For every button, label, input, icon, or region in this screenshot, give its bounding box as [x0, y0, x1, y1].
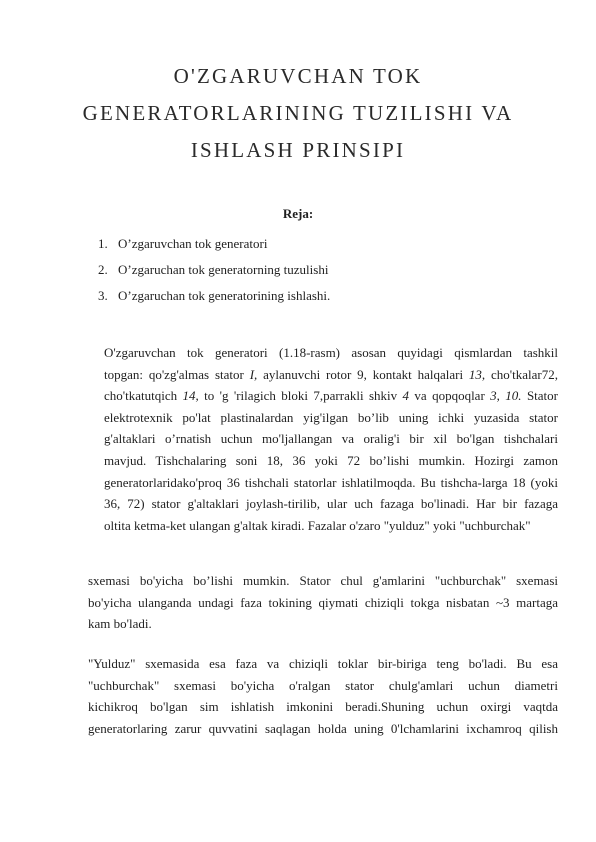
paragraph-line: g'altaklari o’rnatish uchun mo'ljallangan va oralig'i bir xil bo'lgan tishchalari [104, 431, 558, 447]
italic-ref: I, [249, 366, 258, 382]
plan-item-number: 1. [98, 236, 108, 251]
paragraph-line: "uchburchak" sxemasi bo'yicha o'ralgan stator chulg'amlari uchun diametri [88, 677, 558, 693]
paragraph-line: O'zgaruvchan tok generatori (1.18-rasm) asosan quyidagi qismlardan tashkil [104, 345, 558, 360]
text-run: va qopqoqlar [409, 388, 491, 404]
plan-item-number: 2. [98, 262, 108, 277]
plan-item-number: 3. [98, 288, 108, 303]
italic-ref: 3, 10. [490, 388, 522, 404]
plan-heading: Reja: [282, 206, 314, 221]
body-paragraph-2 [88, 570, 558, 635]
plan-item-text: O’zgaruvchan tok generatori [118, 236, 268, 251]
text-run: cho'tkatutqich [104, 388, 183, 404]
paragraph-line [88, 385, 558, 407]
plan-item-text: O’zgaruchan tok generatorning tuzulishi [118, 262, 329, 277]
paragraph-line: "Yulduz" sxemasida esa faza va chiziqli toklar bir-biriga teng bo'ladi. Bu esa [88, 656, 558, 671]
italic-ref: 13, [468, 366, 486, 382]
paragraph-line: kam bo'ladi. [88, 616, 152, 632]
title-line-3: ISHLASH PRINSIPI [190, 138, 406, 162]
paragraph-line: generatorlaring zarur quvvatini saqlagan holda uning 0'lchamlarini ixchamroq qilish [88, 720, 558, 736]
paragraph-line: mavjud. Tishchalaring soni 18, 36 yoki 72 bo’lishi mumkin. Hozirgi zamon [104, 452, 558, 468]
text-run: to 'g 'rilagich bloki 7,parrakli shkiv [198, 388, 403, 404]
body-paragraph-3 [88, 653, 558, 739]
paragraph-line: sxemasi bo'yicha bo’lishi mumkin. Stator chul g'amlarini "uchburchak" sxemasi [88, 573, 558, 588]
plan-item-text: O’zgaruchan tok generatorining ishlashi. [118, 288, 331, 303]
title-line-1: O'ZGARUVCHAN TOK [173, 64, 423, 88]
text-run: aylanuvchi rotor 9, kontakt halqalari [257, 366, 469, 382]
text-run: cho'tkalar72, [485, 366, 558, 382]
title-line-2: GENERATORLARINING TUZILISHI VA [82, 101, 514, 125]
document-title [60, 58, 536, 169]
paragraph-line [88, 364, 558, 386]
paragraph-line: kichikroq bo'lgan sim ishlatish imkonini beradi.Shuning uchun oxirgi vaqtda [88, 699, 558, 715]
text-run: topgan: qo'zg'almas stator [104, 366, 250, 382]
paragraph-line: oltita ketma-ket ulangan g'altak kiradi. Fazalar o'zaro "yulduz" yoki "uchburchak" [104, 517, 531, 533]
paragraph-line: 36, 72) stator g'altaklari joylash-tirilib, ular uch fazaga bo'linadi. Har bir fazaga [104, 496, 558, 512]
body-paragraph-1 [88, 342, 558, 536]
italic-ref: 14, [182, 388, 199, 404]
text-run: Stator [521, 388, 559, 404]
italic-ref: 4 [402, 388, 410, 404]
paragraph-line: generatorlaridako'proq 36 tishchali statorlar ishlatilmoqda. Bu tishcha-larga 18 (yoki [104, 474, 558, 490]
paragraph-line: elektrotexnik po'lat plastinalardan yig'ilgan bo’lib uning ichki yuzasida stator [104, 409, 558, 425]
paragraph-line: bo'yicha ulanganda undagi faza tokining qiymati chiziqli tokga nisbatan ~3 martaga [88, 594, 558, 610]
